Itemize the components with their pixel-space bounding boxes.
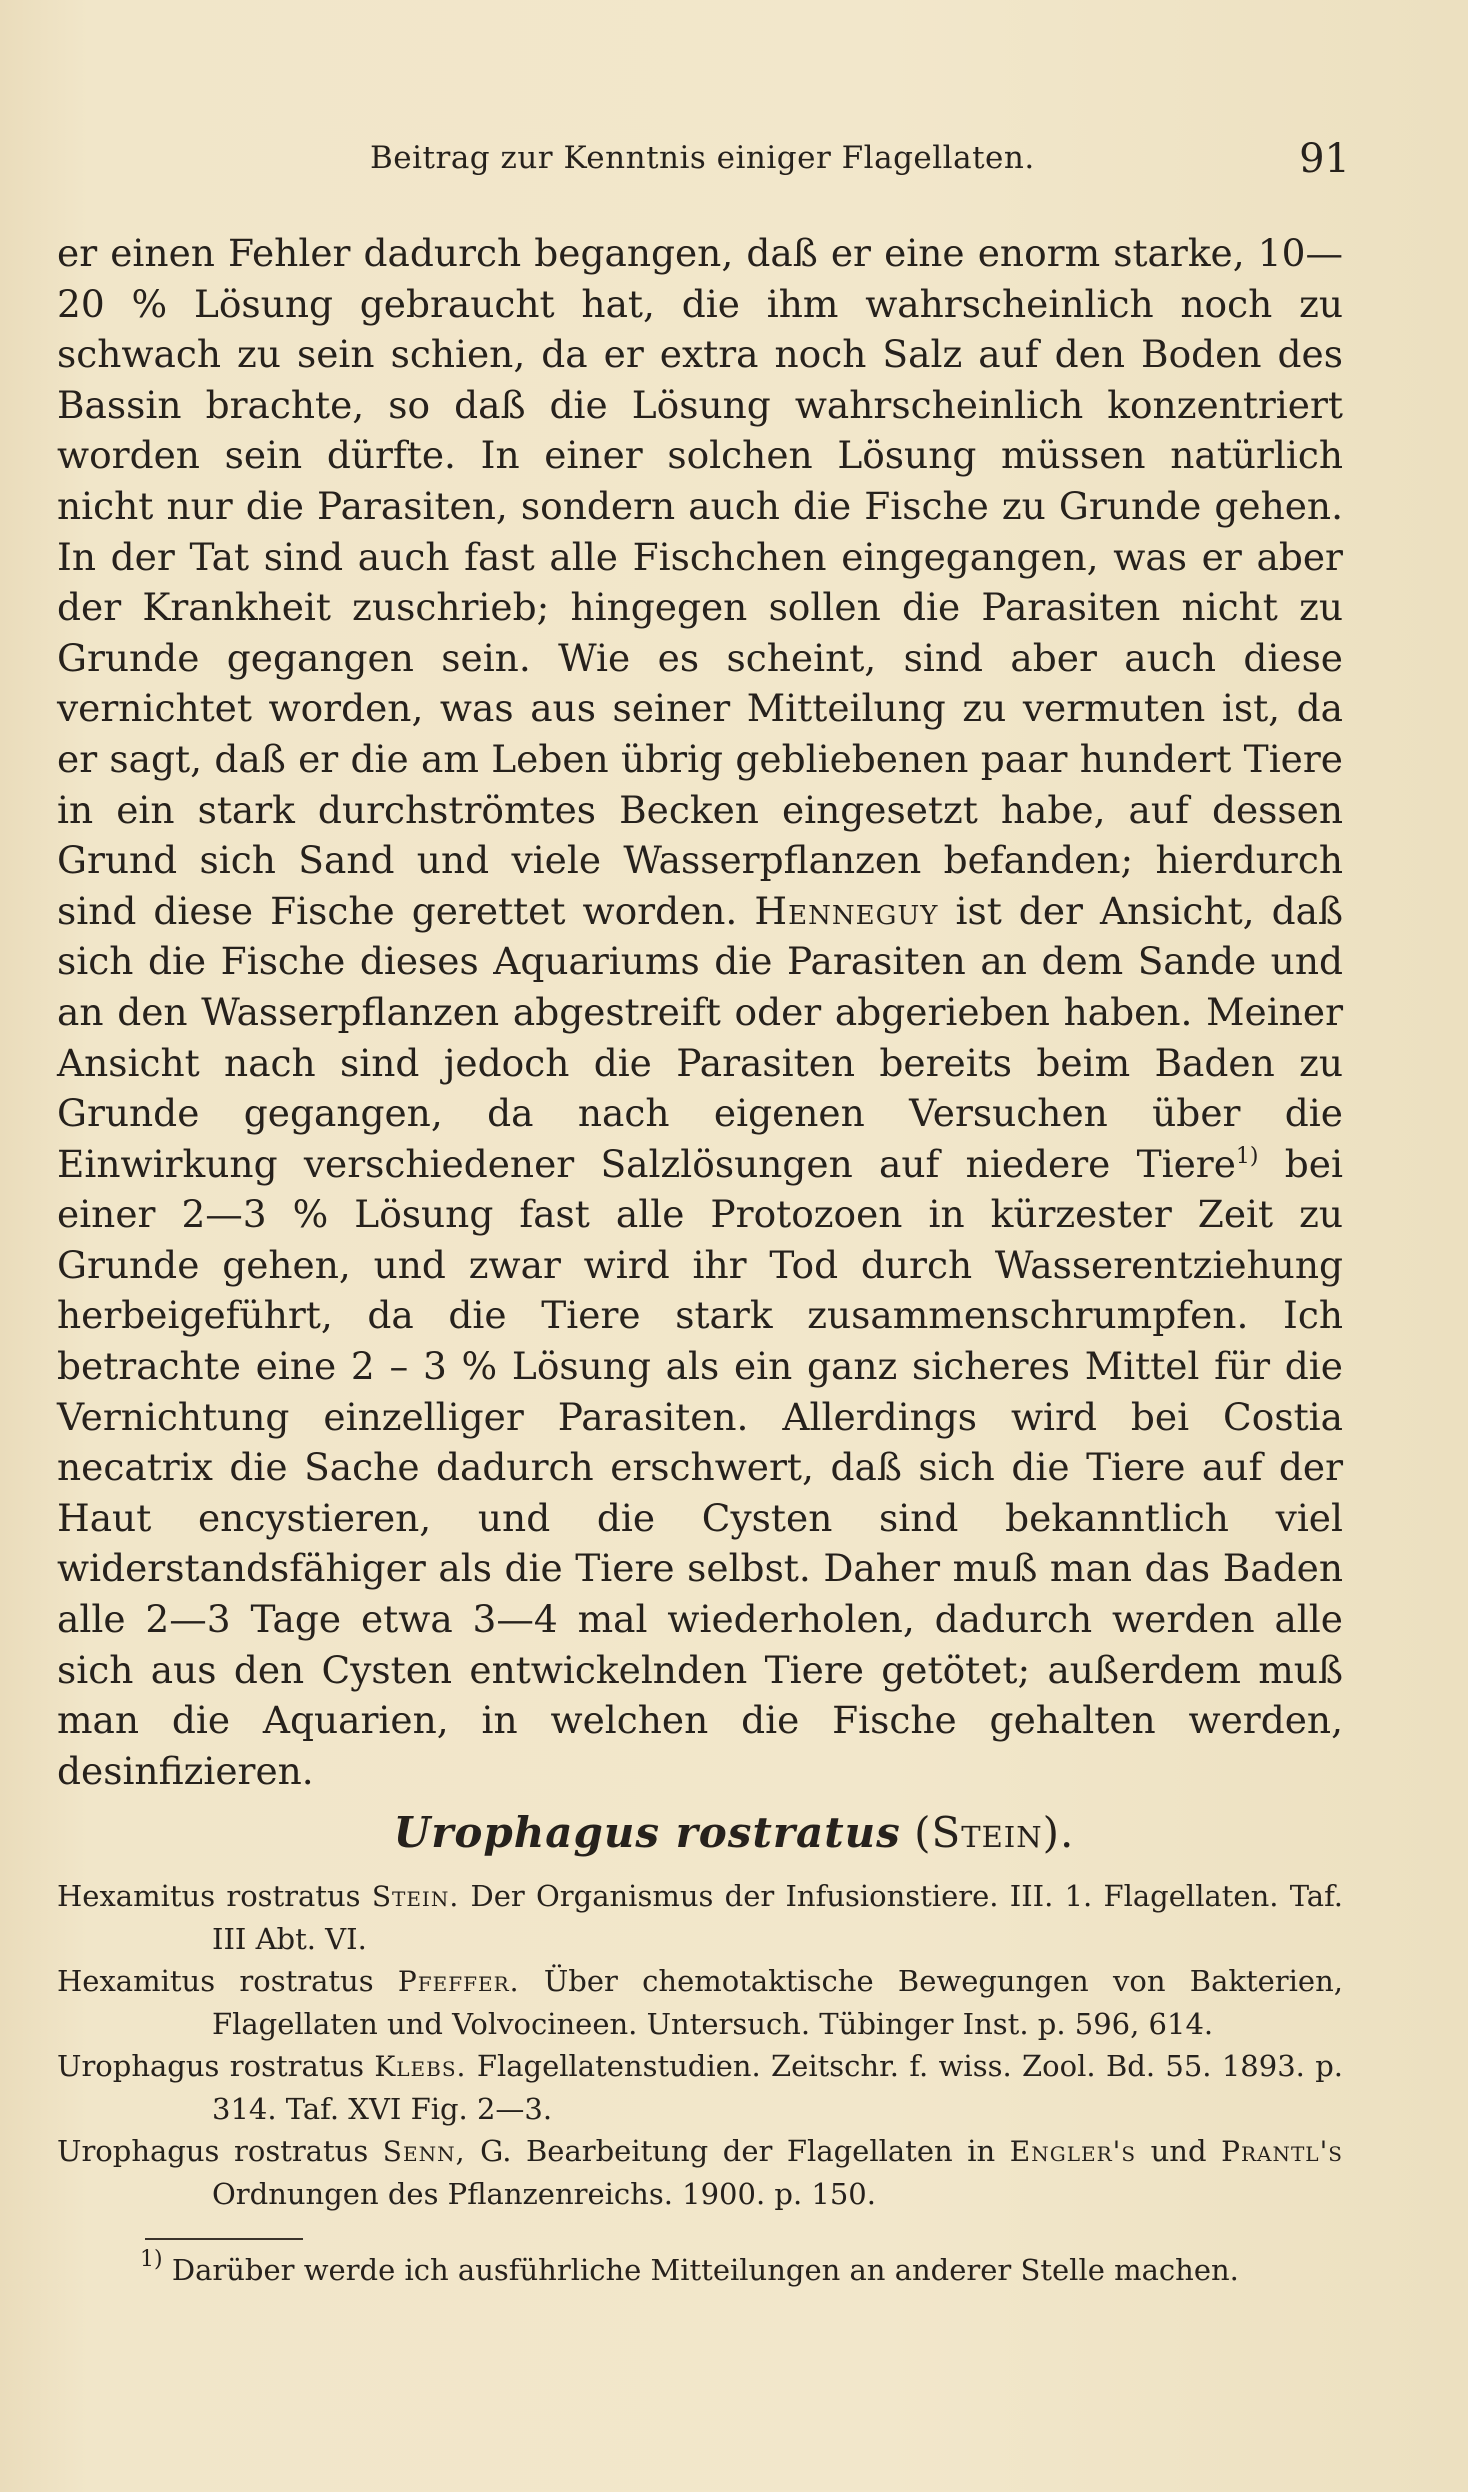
reference-citation: G. Bearbeitung der Flagellaten in [480, 2134, 996, 2168]
footnote-text: Darüber werde ich ausführliche Mitteilungen an anderer Stelle machen. [171, 2253, 1239, 2287]
reference-author: Senn, [382, 2135, 466, 2168]
reference-conjunction: und [1150, 2134, 1207, 2168]
author-name-henneguy: Henneguy [754, 888, 939, 933]
reference-citation: Der Organismus der Infusionstiere. III. 1. Flagellaten. Taf. III Abt. VI. [212, 1879, 1344, 1956]
reference-name: Hexamitus rostratus [57, 1964, 374, 1998]
reference-entry [57, 2045, 1343, 2130]
section-taxon: Urophagus rostratus [393, 1808, 901, 1857]
body-text-part-1: er einen Fehler dadurch begangen, daß er eine enorm starke, 10—20 % Lösung gebraucht hat, die ihm wahrscheinlich noch zu schwach zu sein schien, da er extra noch Salz auf den Boden des Bassin brachte, so daß die Lösung wahrscheinlich konzentriert worden sein dürfte. In einer solchen Lösung müssen natürlich nicht nur die Parasiten, sondern auch die Fische zu Grunde gehen. In der Tat sind auch fast alle Fischchen eingegangen, was er aber der Krankheit zuschrieb; hingegen sollen die Parasiten nicht zu Grunde gegangen sein. Wie es scheint, sind aber auch diese vernichtet worden, was aus seiner Mitteilung zu vermuten ist, da er sagt, daß er die am Leben übrig gebliebenen paar hundert Tiere in ein stark durchströmtes Becken eingesetzt habe, auf dessen Grund sich Sand und viele Wasserpflanzen befanden; hierdurch sind diese Fische gerettet worden. [57, 231, 1343, 933]
reference-editor-prantl: Prantl's [1221, 2135, 1343, 2168]
reference-entry [57, 1875, 1343, 1960]
section-authority: (Stein). [914, 1808, 1075, 1857]
reference-author: Klebs. [374, 2050, 467, 2083]
reference-name: Hexamitus rostratus [57, 1879, 361, 1913]
footnote-mark: 1) [140, 2247, 163, 2272]
reference-name: Urophagus rostratus [57, 2049, 364, 2083]
body-text-part-2: ist der Ansicht, daß sich die Fische dieses Aquariums die Parasiten an dem Sande und an den Wasserpflanzen abgestreift oder abgerieben haben. Meiner Ansicht nach sind jedoch die Parasiten bereits beim Baden zu Grunde gegangen, da nach eigenen Versuchen über die Einwirkung verschiedener Salzlösungen auf niedere Tiere [57, 888, 1344, 1186]
reference-citation-continued: Ordnungen des Pflanzenreichs. 1900. p. 150. [212, 2177, 876, 2211]
reference-entry [57, 2130, 1343, 2215]
body-paragraph [57, 228, 1343, 1796]
body-text-part-3: bei einer 2—3 % Lösung fast alle Protozoen in kürzester Zeit zu Grunde gehen, und zwar wird ihr Tod durch Wasserentziehung herbeigeführt, da die Tiere stark zusammenschrumpfen. Ich betrachte eine 2 – 3 % Lösung als ein ganz sicheres Mittel für die Vernichtung einzelliger Parasiten. Allerdings wird bei Costia necatrix die Sache dadurch erschwert, daß sich die Tiere auf der Haut encystieren, und die Cysten sind bekanntlich viel widerstandsfähiger als die Tiere selbst. Daher muß man das Baden alle 2—3 Tage etwa 3—4 mal wiederholen, dadurch werden alle sich aus den Cysten entwickelnden Tiere getötet; außerdem muß man die Aquarien, in welchen die Fische gehalten werden, desinfizieren. [57, 1141, 1343, 1793]
reference-author: Stein. [371, 1880, 460, 1913]
running-title: Beitrag zur Kenntnis einiger Flagellaten. [370, 140, 1035, 176]
reference-citation: Flagellatenstudien. Zeitschr. f. wiss. Zool. Bd. 55. 1893. p. 314. Taf. XVI Fig. 2—3. [212, 2049, 1344, 2126]
reference-name: Urophagus rostratus [57, 2134, 369, 2168]
reference-editor-engler: Engler's [1009, 2135, 1137, 2168]
reference-citation: Über chemotaktische Bewegungen von Bakterien, Flagellaten und Volvocineen. Untersuch. Tübinger Inst. p. 596, 614. [212, 1964, 1343, 2041]
page-header [370, 136, 1360, 190]
reference-entry [57, 1960, 1343, 2045]
footnote-rule [145, 2238, 303, 2240]
synonymy-references [57, 1875, 1343, 2215]
footnote [140, 2247, 1239, 2290]
reference-author: Pfeffer. [397, 1965, 520, 1998]
footnote-reference: 1) [1235, 1143, 1259, 1169]
body-text [57, 228, 1343, 1796]
page-number: 91 [1299, 136, 1350, 182]
section-heading [0, 1808, 1468, 1857]
